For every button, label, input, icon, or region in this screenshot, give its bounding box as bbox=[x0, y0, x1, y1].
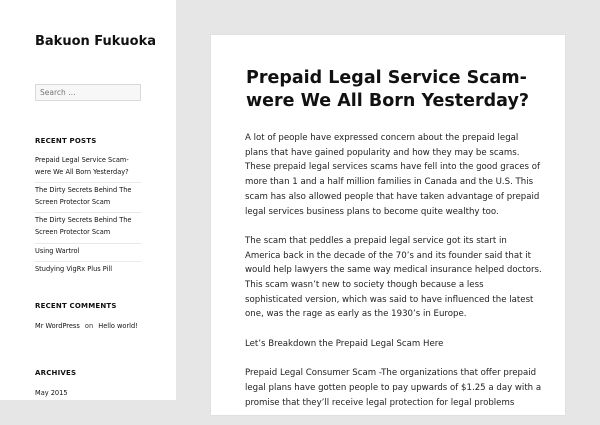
sidebar bbox=[0, 0, 176, 400]
article-paragraph: Let’s Breakdown the Prepaid Legal Scam Here bbox=[245, 338, 444, 349]
article-paragraph: Prepaid Legal Consumer Scam -The organizations that offer prepaid legal plans have gotten people to pay upwards of $1.25 a day with a promise that they’ll receive legal protection for legal problems bbox=[245, 368, 542, 408]
recent-post-link[interactable]: The Dirty Secrets Behind The Screen Protector Scam bbox=[35, 183, 141, 213]
comment-author-link[interactable]: Mr WordPress bbox=[35, 322, 80, 330]
article-card bbox=[211, 35, 565, 415]
recent-post-link[interactable]: Studying VigRx Plus Pill bbox=[35, 265, 113, 274]
archive-link[interactable]: May 2015 bbox=[35, 389, 68, 397]
comment-on-text: on bbox=[84, 322, 94, 330]
site-title[interactable]: Bakuon Fukuoka bbox=[35, 34, 157, 49]
recent-posts-heading: RECENT POSTS bbox=[35, 137, 97, 145]
search-input[interactable] bbox=[35, 84, 141, 101]
comment-post-link[interactable]: Hello world! bbox=[98, 322, 138, 330]
recent-posts-list bbox=[35, 153, 141, 280]
article-paragraph: A lot of people have expressed concern about the prepaid legal plans that have gained popularity and how they may be scams. These prepaid legal services scams have fell into the good graces of more than 1 and a half million families in Canada and the U.S. This scam has also allowed people that have taken advantage of prepaid legal services business plans to become quite wealthy too. bbox=[245, 133, 540, 217]
recent-comments-heading: RECENT COMMENTS bbox=[35, 302, 117, 310]
recent-post-link[interactable]: Prepaid Legal Service Scam- were We All Born Yesterday? bbox=[35, 153, 141, 183]
archives-heading: ARCHIVES bbox=[35, 369, 77, 377]
recent-post-link[interactable]: Using Wartrol bbox=[35, 244, 141, 263]
article-content bbox=[245, 131, 543, 425]
recent-post-link[interactable]: The Dirty Secrets Behind The Screen Protector Scam bbox=[35, 213, 141, 243]
article-title[interactable]: Prepaid Legal Service Scam- were We All Born Yesterday? bbox=[246, 68, 530, 111]
article-paragraph: The scam that peddles a prepaid legal service got its start in America back in the decade of the 70’s and its founder said that it would help lawyers the same way medical insurance helped doctors. This scam wasn’t new to society though because a less sophisticated version, which was said to have influenced the latest one, was the rage as early as the 1930’s in Europe. bbox=[245, 235, 542, 320]
recent-comment-item bbox=[35, 322, 138, 330]
